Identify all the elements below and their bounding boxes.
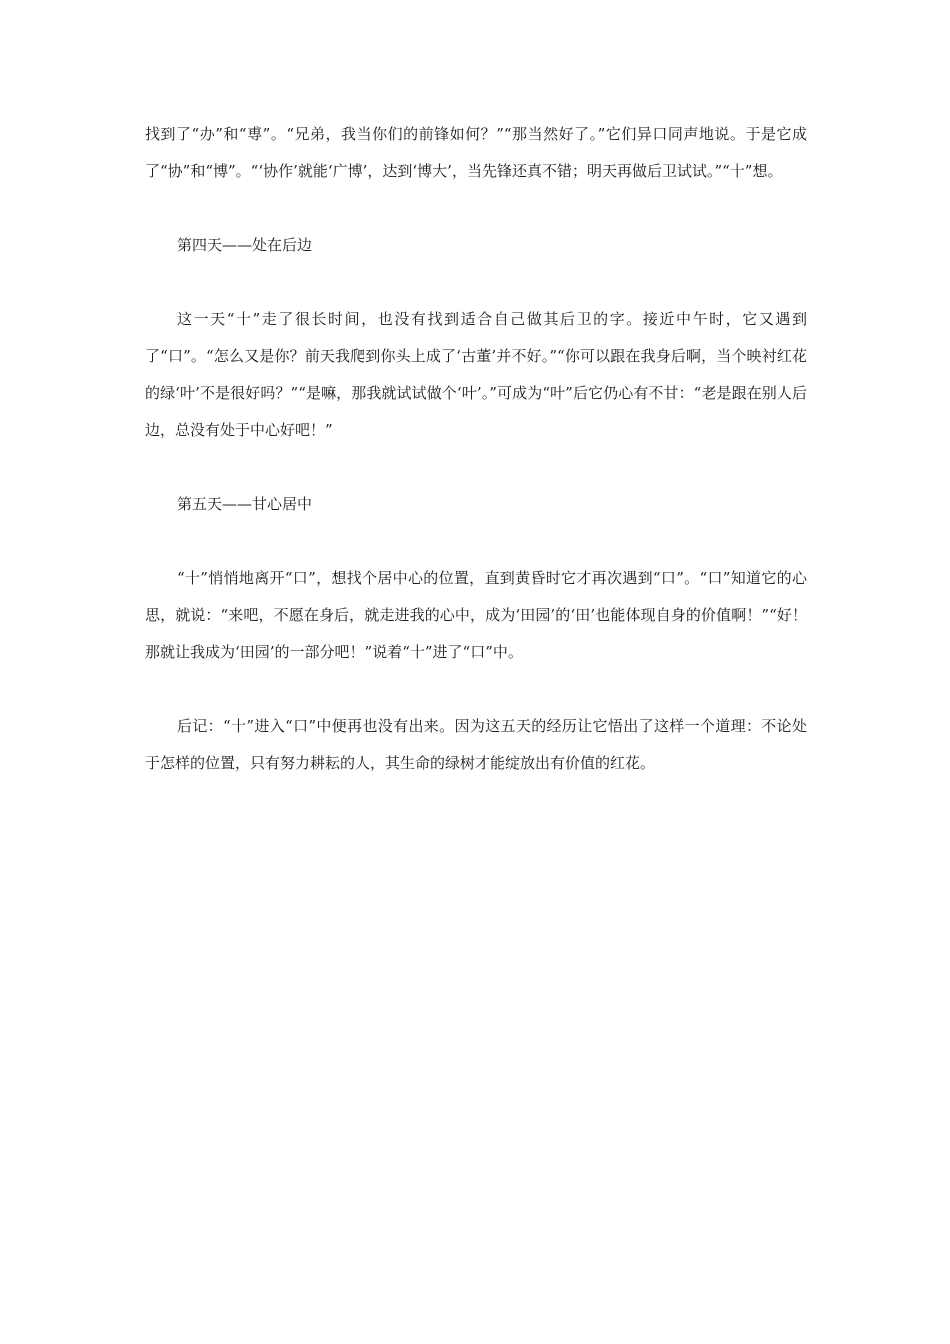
paragraph-2: 这一天“十”走了很长时间，也没有找到适合自己做其后卫的字。接近中午时，它又遇到了“口”。“怎么又是你？前天我爬到你头上成了‘古董’并不好。”“你可以跟在我身后啊，当个映衬红花的绿‘叶’不是很好吗？”“是嘛，那我就试试做个‘叶’。”可成为“叶”后它仍心有不甘：“老是跟在别人后边，总没有处于中心好吧！” <box>145 310 807 439</box>
paragraph-afterword: 后记：“十”进入“口”中便再也没有出来。因为这五天的经历让它悟出了这样一个道理：不论处于怎样的位置，只有努力耕耘的人，其生命的绿树才能绽放出有价值的红花。 <box>145 717 807 772</box>
paragraph-1: 找到了“办”和“尃”。“兄弟，我当你们的前锋如何？”“那当然好了。”它们异口同声地说。于是它成了“协”和“博”。“‘协作’就能‘广博’，达到‘博大’，当先锋还真不错；明天再做后卫试试。”“十”想。 <box>145 125 807 180</box>
section-heading-day-five: 第五天——甘心居中 <box>177 495 313 513</box>
section-heading-day-four: 第四天——处在后边 <box>177 236 313 254</box>
document-body <box>145 116 807 819</box>
paragraph-3: “十”悄悄地离开“口”，想找个居中心的位置，直到黄昏时它才再次遇到“口”。“口”知道它的心思，就说：“来吧，不愿在身后，就走进我的心中，成为‘田园’的‘田’也能体现自身的价值啊！”“好！那就让我成为‘田园’的一部分吧！”说着“十”进了“口”中。 <box>145 569 807 661</box>
